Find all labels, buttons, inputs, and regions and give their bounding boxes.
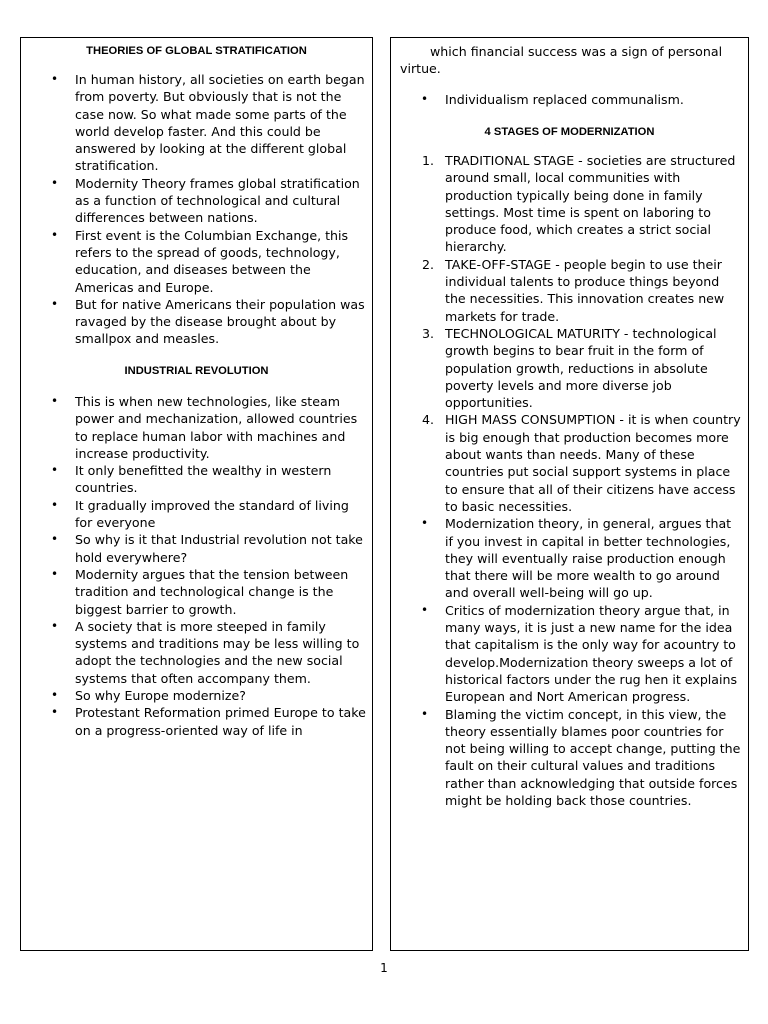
list-item: • So why is it that Industrial revolution not take hold everywhere?: [21, 531, 369, 566]
left-bullet-list-b: [21, 393, 369, 739]
list-item: • First event is the Columbian Exchange, this refers to the spread of goods, technology, education, and diseases between the Americas and Europe.: [21, 227, 369, 296]
right-column: [390, 37, 749, 951]
stage-text: HIGH MASS CONSUMPTION - it is when country is big enough that production becomes more about wants than needs. Many of these countries put social support systems in place to ensure that all of their citizens have access to basic necessities.: [445, 412, 741, 514]
stage-item: [391, 325, 743, 411]
left-column: [20, 37, 373, 951]
list-item: • A society that is more steeped in family systems and traditions may be less willing to adopt the technologies and the new social systems that often accompany them.: [21, 618, 369, 687]
list-item: • This is when new technologies, like steam power and mechanization, allowed countries to replace human labor with machines and increase productivity.: [21, 393, 369, 462]
left-bullets-a-wrap: [21, 71, 369, 348]
left-bullet-list-a: [21, 71, 369, 348]
left-bullets-b-wrap: [21, 393, 369, 739]
list-item: • Individualism replaced communalism.: [391, 91, 743, 108]
list-item: • So why Europe modernize?: [21, 687, 369, 704]
list-item: • Critics of modernization theory argue that, in many ways, it is just a new name for the idea that capitalism is the only way for acountry to develop.Modernization theory sweeps a lot of historical factors under the rug hen it explains European and Nort American progress.: [391, 602, 743, 706]
continuation-wrap: [400, 43, 745, 78]
left-subheading-wrap: [21, 363, 372, 380]
stage-number: 1.: [422, 153, 435, 168]
left-column-title: THEORIES OF GLOBAL STRATIFICATION: [86, 45, 307, 57]
stages-list: [391, 152, 743, 515]
list-item: • Modernization theory, in general, argues that if you invest in capital in better technologies, they will eventually raise production enough that there will be more wealth to go around and overall well-being will go up.: [391, 515, 743, 601]
stage-text: TRADITIONAL STAGE - societies are structured around small, local communities with production typically being done in family settings. Most time is spent on laboring to produce food, which creates a strict social hierarchy.: [445, 153, 736, 255]
stage-text: TECHNOLOGICAL MATURITY - technological growth begins to bear fruit in the form of population growth, reductions in absolute poverty levels and more diverse job opportunities.: [445, 325, 717, 411]
stages-title-wrap: [391, 124, 748, 141]
right-bullet-list-a: [391, 91, 743, 108]
left-column-title-wrap: [21, 43, 372, 60]
stages-wrap: [391, 152, 743, 809]
stage-item: [391, 411, 743, 515]
list-item: • It gradually improved the standard of living for everyone: [21, 497, 369, 532]
list-item: • Modernity Theory frames global stratification as a function of technological and cultural differences between nations.: [21, 175, 369, 227]
list-item: • Blaming the victim concept, in this view, the theory essentially blames poor countries for not being willing to accept change, putting the fault on their cultural values and traditions rather than acknowledging that outside forces might be holding back those countries.: [391, 706, 743, 810]
stage-number: 4.: [422, 412, 435, 428]
list-item: • But for native Americans their population was ravaged by the disease brought about by smallpox and measles.: [21, 296, 369, 348]
list-item: • Protestant Reformation primed Europe to take on a progress-oriented way of life in: [21, 704, 369, 739]
stage-item: [391, 256, 743, 325]
list-item: • It only benefitted the wealthy in western countries.: [21, 462, 369, 497]
stage-item: [391, 152, 743, 256]
stage-text: TAKE-OFF-STAGE - people begin to use their individual talents to produce things beyond the necessities. This innovation creates new markets for trade.: [445, 256, 725, 324]
right-bullet-list-b: [391, 515, 743, 809]
page-number: 1: [380, 961, 388, 975]
stage-number: 3.: [422, 325, 435, 341]
stage-number: 2.: [422, 256, 435, 272]
list-item: • In human history, all societies on earth began from poverty. But obviously that is not the case now. So what made some parts of the world develop faster. And this could be answered by looking at the different global stratification.: [21, 71, 369, 175]
list-item: • Modernity argues that the tension between tradition and technological change is the biggest barrier to growth.: [21, 566, 369, 618]
industrial-revolution-heading: INDUSTRIAL REVOLUTION: [124, 365, 269, 377]
right-bullets-a-wrap: [391, 91, 743, 108]
stages-title: 4 STAGES OF MODERNIZATION: [484, 126, 655, 138]
continuation-paragraph: which financial success was a sign of personal virtue.: [400, 44, 723, 77]
